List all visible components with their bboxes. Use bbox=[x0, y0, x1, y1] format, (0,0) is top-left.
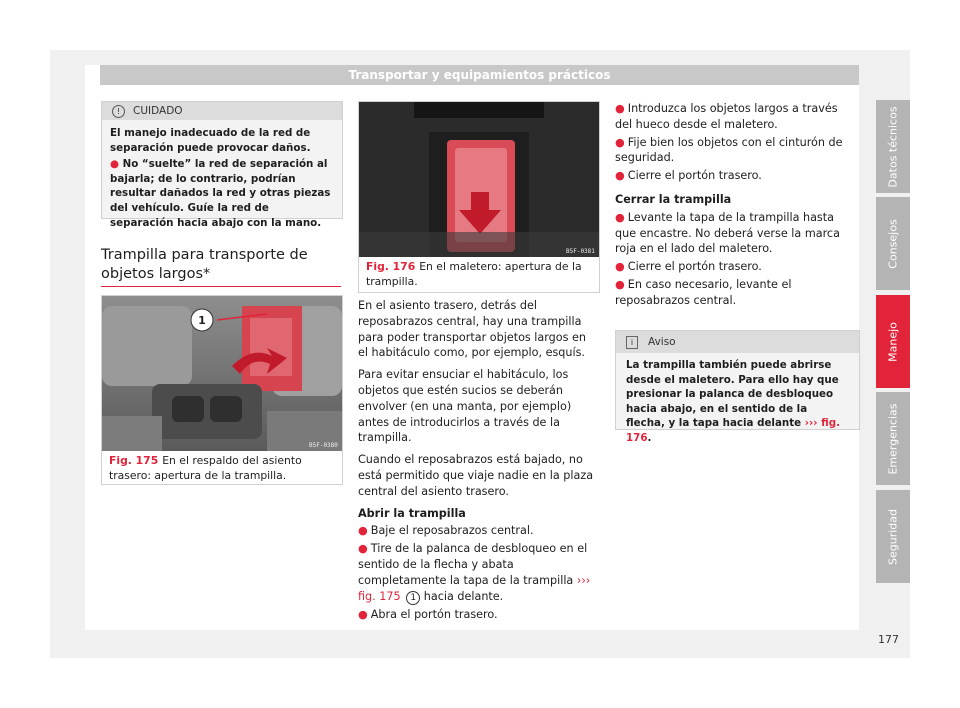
caution-header bbox=[102, 102, 342, 120]
middle-column bbox=[358, 298, 598, 628]
aviso-box bbox=[615, 330, 860, 444]
figure-176-image bbox=[359, 102, 599, 257]
right-step-2: ● Fije bien los objetos con el cinturón de seguridad. bbox=[615, 135, 843, 165]
page-header: Transportar y equipamientos prácticos bbox=[100, 65, 859, 85]
figure-176-box bbox=[358, 101, 600, 293]
open-step-3: ● Abra el portón trasero. bbox=[358, 607, 498, 621]
caution-box bbox=[101, 101, 343, 229]
open-heading: Abrir la trampilla bbox=[358, 506, 466, 520]
aviso-body: La trampilla también puede abrirse desde el maletero. Para ello hay que presionar la palanca de desbloqueo hacia abajo, en el sentido de la flecha, y la tapa hacia delante ››› fig. 176. bbox=[626, 359, 840, 444]
fig-176-link[interactable]: ››› fig. 176 bbox=[626, 417, 840, 444]
tab-consejos[interactable]: Consejos bbox=[876, 197, 910, 290]
caution-text-2: ● No “suelte” la red de separación al bajarla; de lo contrario, podrían resultar dañados la red y otras piezas del vehículo. Guíe la red de separación hacia abajo con la mano. bbox=[110, 158, 331, 229]
tab-emergencias[interactable]: Emergencias bbox=[876, 392, 910, 485]
fig-175-link[interactable]: ››› fig. 175 bbox=[358, 573, 591, 603]
figure-175-box bbox=[101, 295, 343, 485]
caution-body bbox=[102, 120, 342, 230]
info-icon: i bbox=[626, 336, 638, 349]
open-step-1: ● Baje el reposabrazos central. bbox=[358, 524, 534, 538]
close-step-3: ● En caso necesario, levante el reposabrazos central. bbox=[615, 277, 792, 307]
right-step-1: ● Introduzca los objetos largos a través del hueco desde el maletero. bbox=[615, 102, 838, 131]
caution-text-1: El manejo inadecuado de la red de separación puede provocar daños. bbox=[110, 127, 311, 154]
tab-datos-tecnicos[interactable]: Datos técnicos bbox=[876, 100, 910, 193]
open-step-2: ● Tire de la palanca de desbloqueo en el sentido de la flecha y abata completamente la tapa de la trampilla ››› fig. 175 1 hacia delante. bbox=[358, 542, 591, 603]
aviso-header bbox=[616, 331, 859, 353]
warning-icon: ! bbox=[112, 105, 125, 118]
right-column bbox=[615, 101, 858, 315]
callout-1-icon: 1 bbox=[406, 591, 420, 605]
middle-paragraph-3: Cuando el reposabrazos está bajado, no está permitido que viaje nadie en la plaza central del asiento trasero. bbox=[358, 453, 594, 498]
tab-seguridad[interactable]: Seguridad bbox=[876, 490, 910, 583]
right-step-3: ● Cierre el portón trasero. bbox=[615, 169, 762, 183]
aviso-label: Aviso bbox=[648, 336, 676, 348]
figure-176-caption: Fig. 176 En el maletero: apertura de la trampilla. bbox=[366, 260, 582, 288]
figure-175-code: B5F-0380 bbox=[309, 442, 338, 449]
page-number: 177 bbox=[878, 633, 899, 646]
figure-175-callout: 1 bbox=[198, 314, 206, 327]
figure-176-code: B5F-0381 bbox=[566, 248, 595, 255]
close-step-1: ● Levante la tapa de la trampilla hasta que encastre. No deberá verse la marca roja en el lado del maletero. bbox=[615, 210, 840, 256]
close-step-2: ● Cierre el portón trasero. bbox=[615, 260, 762, 274]
close-heading: Cerrar la trampilla bbox=[615, 192, 732, 206]
section-title: Trampilla para transporte de objetos largos* bbox=[101, 247, 308, 282]
figure-175-caption: Fig. 175 En el respaldo del asiento trasero: apertura de la trampilla. bbox=[109, 454, 302, 482]
tab-manejo[interactable]: Manejo bbox=[876, 295, 910, 388]
section-divider bbox=[101, 286, 341, 287]
caution-label: CUIDADO bbox=[133, 105, 183, 117]
middle-paragraph-1: En el asiento trasero, detrás del reposabrazos central, hay una trampilla para poder transportar objetos largos en el habitáculo como, por ejemplo, esquís. bbox=[358, 299, 586, 360]
middle-paragraph-2: Para evitar ensuciar el habitáculo, los objetos que estén sucios se deberán envolver (en una manta, por ejemplo) antes de introducirlos a través de la trampilla. bbox=[358, 368, 572, 445]
figure-175-image bbox=[102, 296, 342, 451]
